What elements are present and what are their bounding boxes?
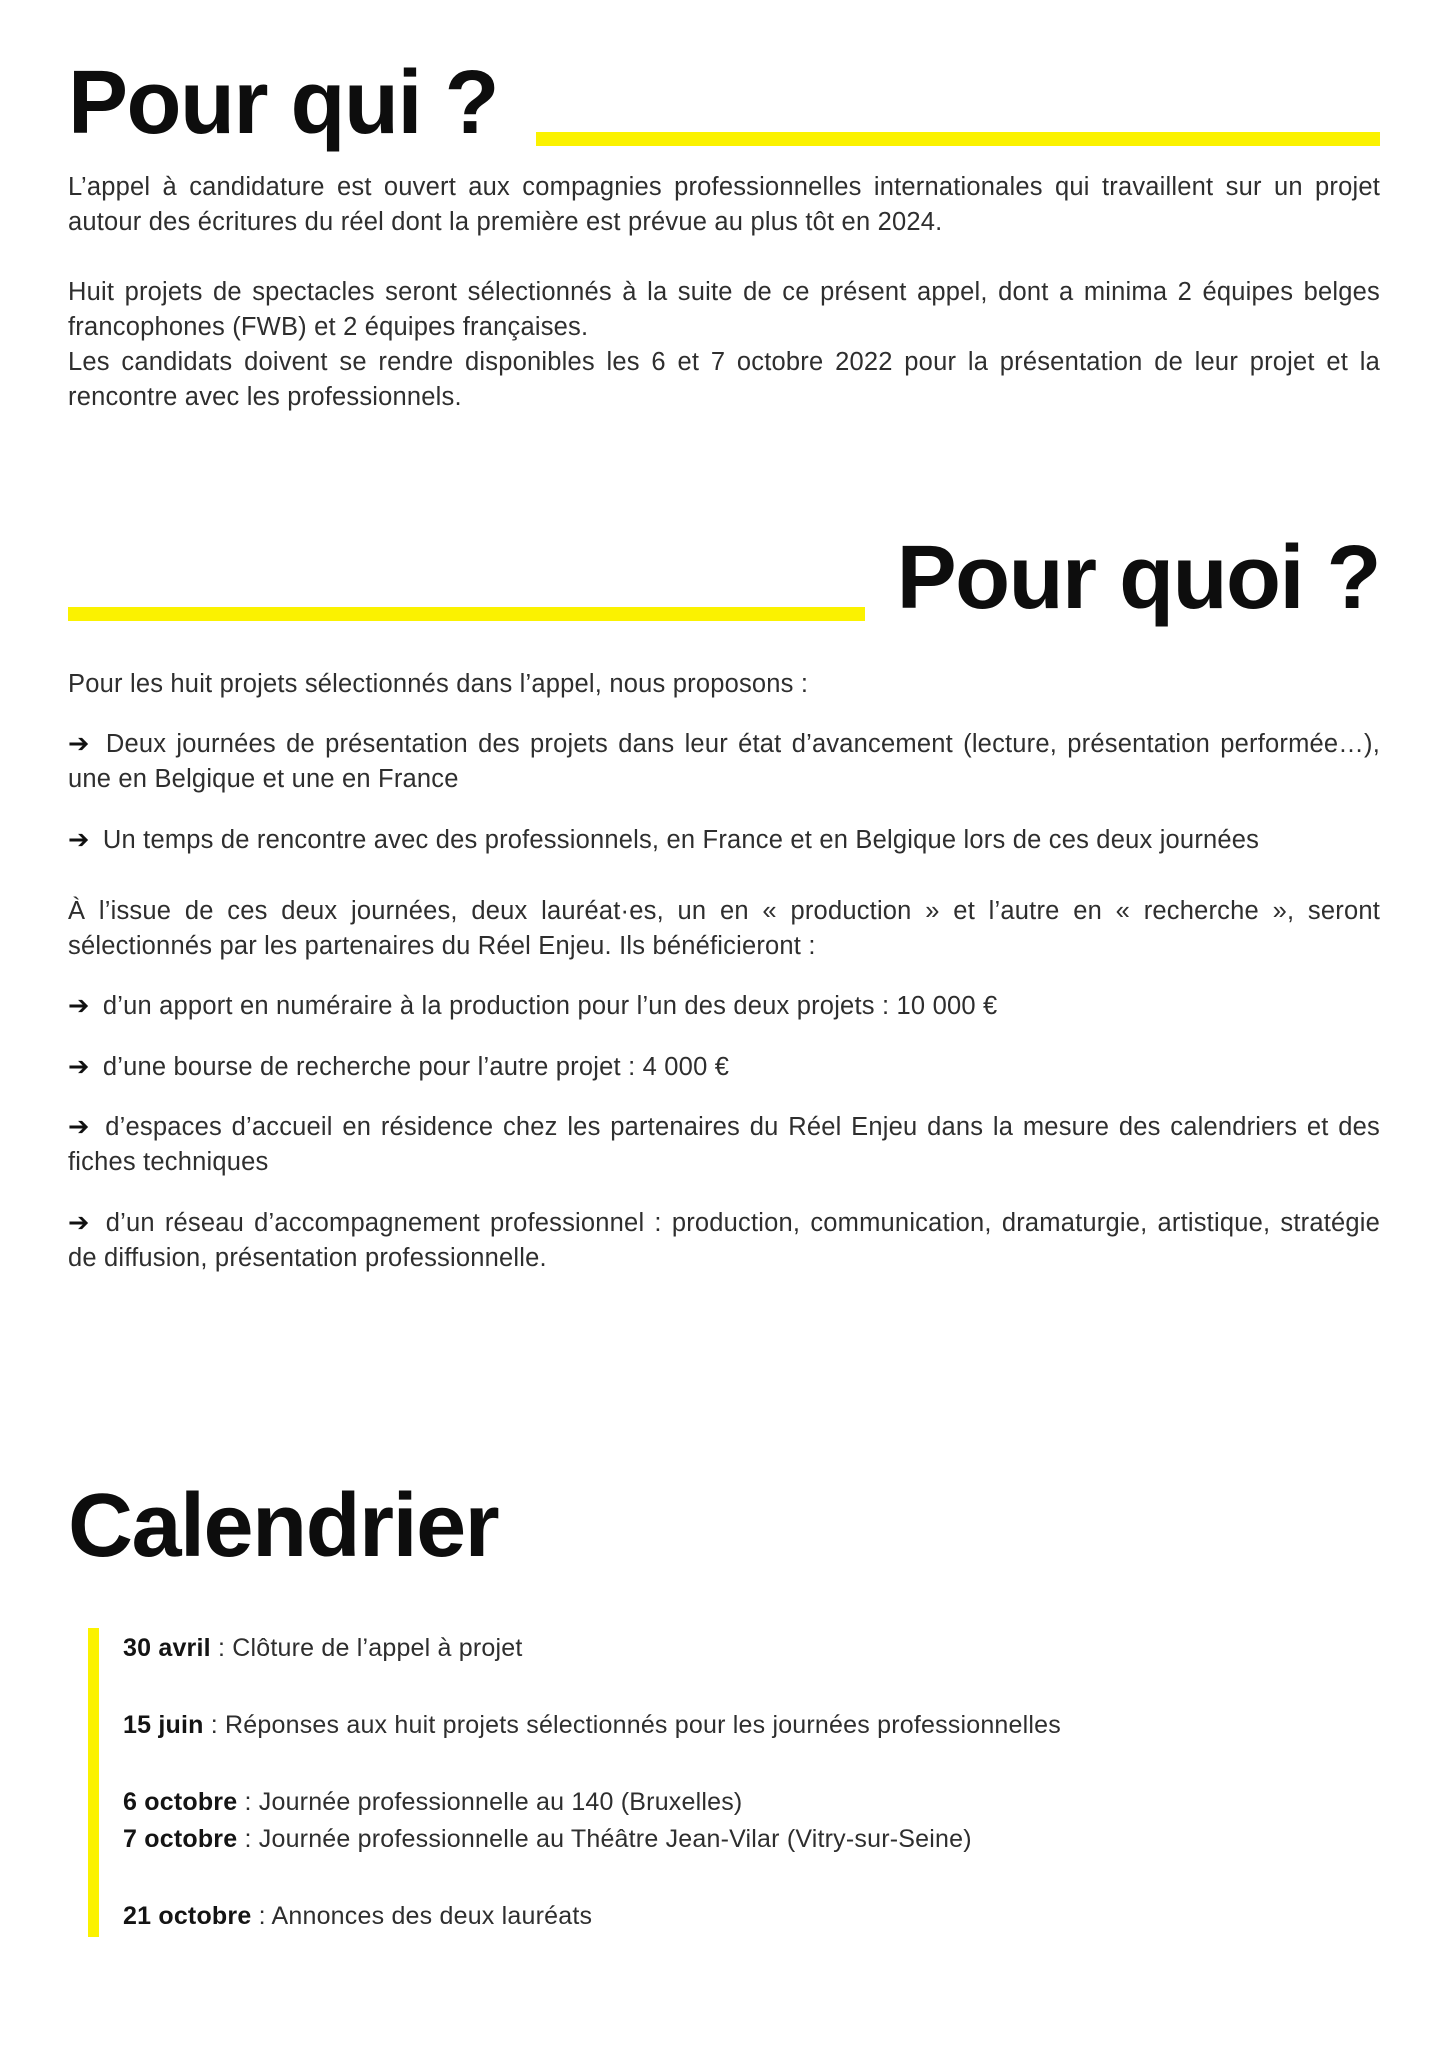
calendar-date: 21 octobre xyxy=(123,1902,252,1931)
bullet-item xyxy=(68,823,1380,858)
arrow-icon: ➔ xyxy=(68,824,90,855)
calendar-desc: Journée professionnelle au Théâtre Jean-Vilar (Vitry-sur-Seine) xyxy=(258,1825,972,1854)
calendar-group xyxy=(123,1784,1380,1858)
benefit-bullet-list xyxy=(68,989,1380,1276)
bullet-item xyxy=(68,1206,1380,1276)
calendar-entry xyxy=(123,1707,1380,1744)
calendar-group xyxy=(123,1707,1380,1744)
calendar-entry xyxy=(123,1630,1380,1667)
bullet-item xyxy=(68,989,1380,1024)
bullet-text: Deux journées de présentation des projets dans leur état d’avancement (lecture, présentation performée…), une en Belgique et une en France xyxy=(68,730,1380,794)
calendar-group xyxy=(123,1630,1380,1667)
yellow-rule xyxy=(536,132,1380,146)
arrow-icon: ➔ xyxy=(68,991,90,1022)
bullet-item xyxy=(68,1050,1380,1085)
bullet-text: d’une bourse de recherche pour l’autre projet : 4 000 € xyxy=(102,1052,730,1081)
calendar-separator: : xyxy=(237,1788,259,1817)
who-paragraph-2 xyxy=(68,275,1380,415)
why-middle-paragraph: À l’issue de ces deux journées, deux lauréat·es, un en « production » et l’autre en « recherche », seront sélectionnés par les partenaires du Réel Enjeu. Ils bénéficieront : xyxy=(68,896,1380,960)
paragraph-line: Les candidats doivent se rendre disponibles les 6 et 7 octobre 2022 pour la présentation de leur projet et la rencontre avec les professionnels. xyxy=(68,347,1380,411)
calendar-group xyxy=(123,1898,1380,1935)
arrow-icon: ➔ xyxy=(68,1051,90,1082)
calendar-separator: : xyxy=(203,1711,226,1740)
arrow-icon: ➔ xyxy=(68,729,90,760)
bullet-text: d’un apport en numéraire à la production pour l’un des deux projets : 10 000 € xyxy=(102,992,998,1021)
heading-pour-qui: Pour qui ? xyxy=(68,53,498,153)
heading-calendrier: Calendrier xyxy=(68,1475,499,1576)
calendar-entry xyxy=(123,1821,1380,1858)
section-heading-pour-quoi xyxy=(68,527,1380,628)
arrow-icon: ➔ xyxy=(68,1207,90,1238)
bullet-text: d’un réseau d’accompagnement professionnel : production, communication, dramaturgie, artistique, stratégie de diffusion, présentation professionnelle. xyxy=(68,1208,1380,1272)
calendar-separator: : xyxy=(251,1902,272,1931)
bullet-item xyxy=(68,727,1380,797)
bullet-text: Un temps de rencontre avec des professionnels, en France et en Belgique lors de ces deux journées xyxy=(102,825,1260,854)
bullet-item xyxy=(68,1110,1380,1180)
offer-bullet-list xyxy=(68,727,1380,858)
calendar-date: 7 octobre xyxy=(123,1825,238,1854)
calendar-desc: Réponses aux huit projets sélectionnés pour les journées professionnelles xyxy=(225,1711,1061,1740)
calendar-date: 15 juin xyxy=(123,1711,204,1740)
calendar-entry xyxy=(123,1784,1380,1821)
calendar-entry xyxy=(123,1898,1380,1935)
section-heading-pour-qui xyxy=(68,53,1380,153)
why-intro: Pour les huit projets sélectionnés dans l’appel, nous proposons : xyxy=(68,669,809,698)
yellow-rule xyxy=(68,607,865,621)
who-paragraph-1: L’appel à candidature est ouvert aux compagnies professionnelles internationales qui travaillent sur un projet autour des écritures du réel dont la première est prévue au plus tôt en 2024. xyxy=(68,172,1380,236)
calendar-separator: : xyxy=(210,1634,233,1663)
calendar-desc: Journée professionnelle au 140 (Bruxelles) xyxy=(258,1788,743,1817)
bullet-text: d’espaces d’accueil en résidence chez les partenaires du Réel Enjeu dans la mesure des calendriers et des fiches techniques xyxy=(68,1113,1380,1177)
section-heading-calendrier xyxy=(68,1475,1380,1576)
calendar-date: 6 octobre xyxy=(123,1788,238,1817)
calendar-desc: Clôture de l’appel à projet xyxy=(232,1634,523,1663)
calendar-list xyxy=(88,1628,1380,1937)
calendar-separator: : xyxy=(237,1825,259,1854)
arrow-icon: ➔ xyxy=(68,1112,90,1143)
heading-pour-quoi: Pour quoi ? xyxy=(896,527,1380,628)
calendar-desc: Annonces des deux lauréats xyxy=(271,1902,593,1931)
paragraph-line: Huit projets de spectacles seront sélectionnés à la suite de ce présent appel, dont a minima 2 équipes belges francophones (FWB) et 2 équipes françaises. xyxy=(68,277,1380,341)
calendar-date: 30 avril xyxy=(123,1634,211,1663)
